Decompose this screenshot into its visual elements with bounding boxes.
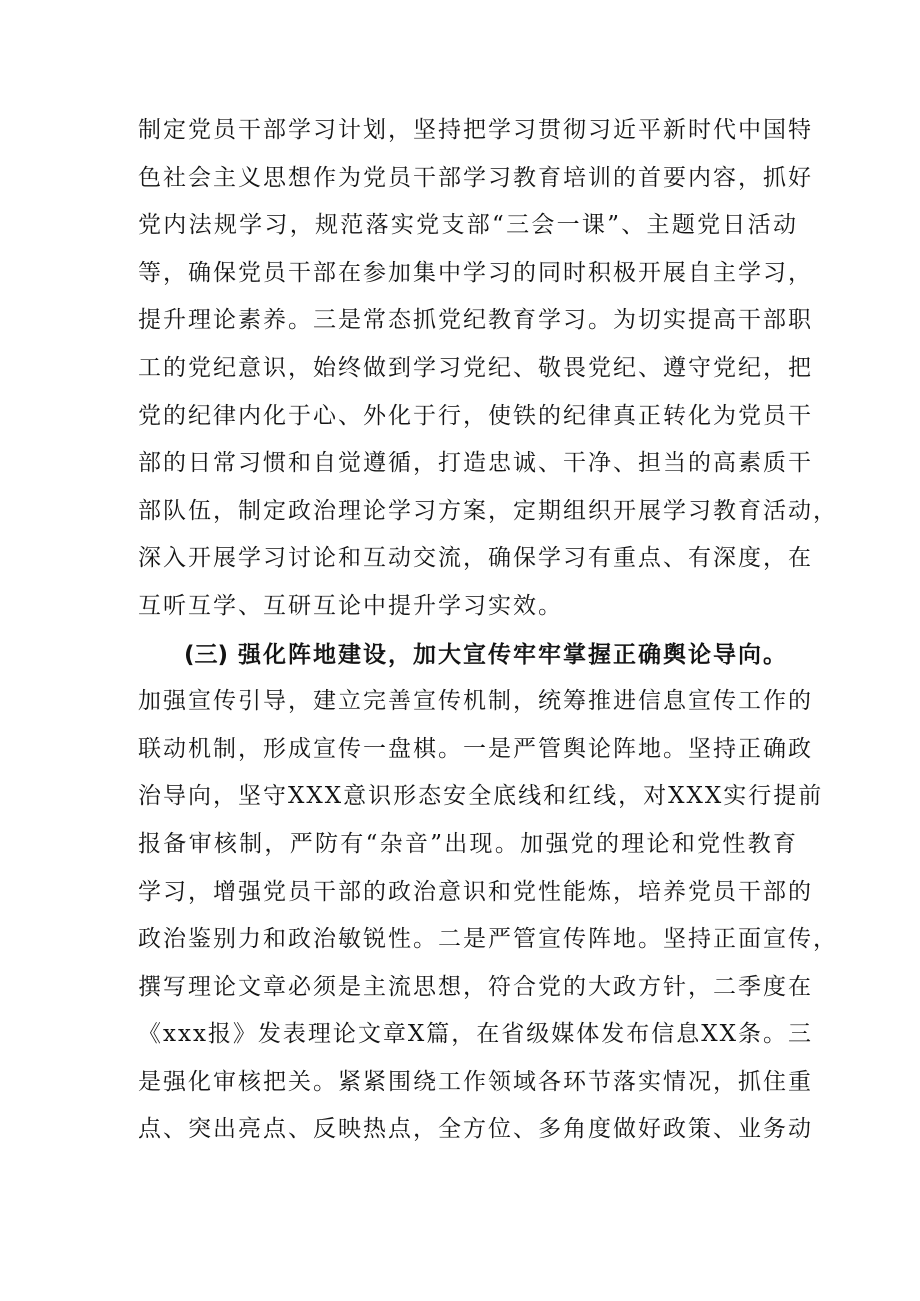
text-line: 是强化审核把关。紧紧围绕工作领域各环节落实情况，抓住重 <box>138 1068 813 1095</box>
section-number: (三) <box>184 641 229 668</box>
text-line: 党内法规学习，规范落实党支部“三会一课”、主题党日活动 <box>138 212 798 239</box>
text-line: 点、突出亮点、反映热点，全方位、多角度做好政策、业务动 <box>138 1116 813 1143</box>
text-line: 治导向，坚守XXX意识形态安全底线和红线，对XXX实行提前 <box>138 783 824 810</box>
text-line: 深入开展学习讨论和互动交流，确保学习有重点、有深度，在 <box>138 545 813 572</box>
text-line: 政治鉴别力和政治敏锐性。二是严管宣传阵地。坚持正面宣传， <box>138 926 838 953</box>
text-line: 学习，增强党员干部的政治意识和党性能炼，培养党员干部的 <box>138 878 813 905</box>
section-heading <box>138 631 798 679</box>
text-line: 互听互学、互研互论中提升学习实效。 <box>138 592 563 619</box>
text-line: 撰写理论文章必须是主流思想，符合党的大政方针，二季度在 <box>138 973 813 1000</box>
text-line: 提升理论素养。三是常态抓党纪教育学习。为切实提高干部职 <box>138 307 813 334</box>
text-line: 部的日常习惯和自觉遵循，打造忠诚、干净、担当的高素质干 <box>138 450 813 477</box>
paragraph-2 <box>138 678 838 1154</box>
text-line: 部队伍，制定政治理论学习方案，定期组织开展学习教育活动， <box>138 497 838 524</box>
text-line: 制定党员干部学习计划，坚持把学习贯彻习近平新时代中国特 <box>138 117 813 143</box>
text-line: 工的党纪意识，始终做到学习党纪、敬畏党纪、遵守党纪，把 <box>138 354 813 381</box>
text-line: 色社会主义思想作为党员干部学习教育培训的首要内容，抓好 <box>138 164 813 191</box>
text-line: 党的纪律内化于心、外化于行，使铁的纪律真正转化为党员干 <box>138 402 813 429</box>
text-line: 报备审核制，严防有“杂音”出现。加强党的理论和党性教育 <box>138 830 798 857</box>
document-body <box>138 107 838 1154</box>
text-line: 《xxx报》发表理论文章X篇，在省级媒体发布信息XX条。三 <box>138 1021 814 1048</box>
section-heading-text: 强化阵地建设，加大宣传牢牢掌握正确舆论导向。 <box>238 640 789 668</box>
paragraph-1 <box>138 107 838 631</box>
text-line: 等，确保党员干部在参加集中学习的同时积极开展自主学习， <box>138 259 813 286</box>
text-line: 加强宣传引导，建立完善宣传机制，统筹推进信息宣传工作的 <box>138 688 813 715</box>
text-line: 联动机制，形成宣传一盘棋。一是严管舆论阵地。坚持正确政 <box>138 735 813 762</box>
